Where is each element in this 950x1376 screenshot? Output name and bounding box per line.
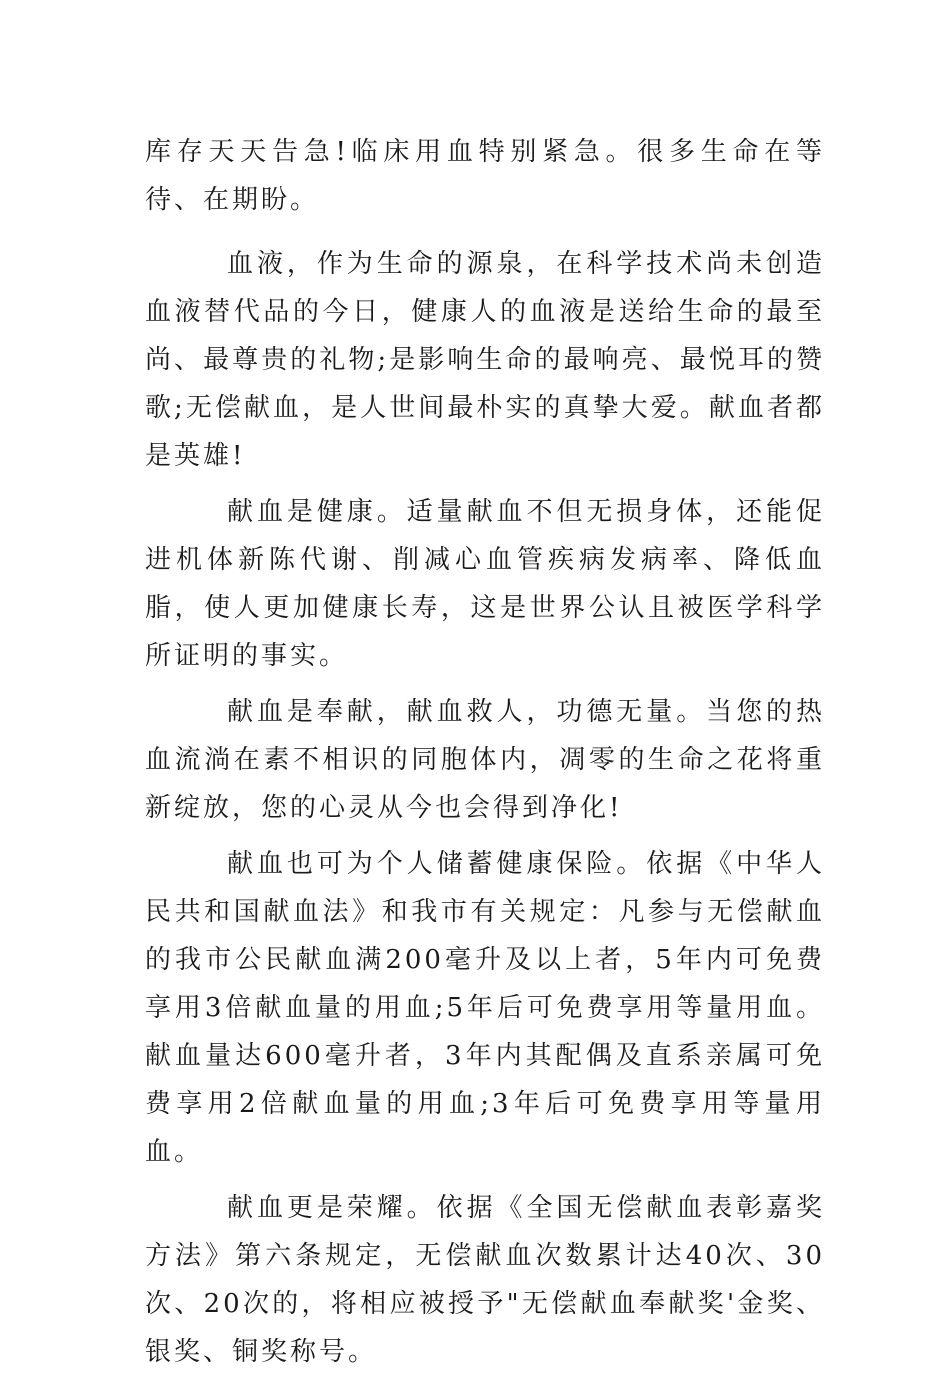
document-body: [145, 128, 825, 1376]
paragraph-honor: 献血更是荣耀。依据《全国无偿献血表彰嘉奖方法》第六条规定，无偿献血次数累计达40次、30次、20次的，将相应被授予"无偿献血奉献奖'金奖、银奖、铜奖称号。: [145, 1193, 825, 1367]
paragraph-insurance: 献血也可为个人储蓄健康保险。依据《中华人民共和国献血法》和我市有关规定：凡参与无偿献血的我市公民献血满200毫升及以上者，5年内可免费享用3倍献血量的用血;5年后可免费享用等量用血。献血量达600毫升者，3年内其配偶及直系亲属可免费享用2倍献血量的用血;3年后可免费享用等量用血。: [145, 849, 825, 1167]
paragraph-continuation: 库存天天告急!临床用血特别紧急。很多生命在等待、在期盼。: [145, 137, 825, 215]
paragraph-health: 献血是健康。适量献血不但无损身体，还能促进机体新陈代谢、削减心血管疾病发病率、降低血脂，使人更加健康长寿，这是世界公认且被医学科学所证明的事实。: [145, 497, 825, 671]
paragraph-blood-source: 血液，作为生命的源泉，在科学技术尚未创造血液替代品的今日，健康人的血液是送给生命的最至尚、最尊贵的礼物;是影响生命的最响亮、最悦耳的赞歌;无偿献血，是人世间最朴实的真挚大爱。献血者都是英雄!: [145, 249, 825, 471]
paragraph-dedication: 献血是奉献，献血救人，功德无量。当您的热血流淌在素不相识的同胞体内，凋零的生命之花将重新绽放，您的心灵从今也会得到净化!: [145, 697, 825, 823]
